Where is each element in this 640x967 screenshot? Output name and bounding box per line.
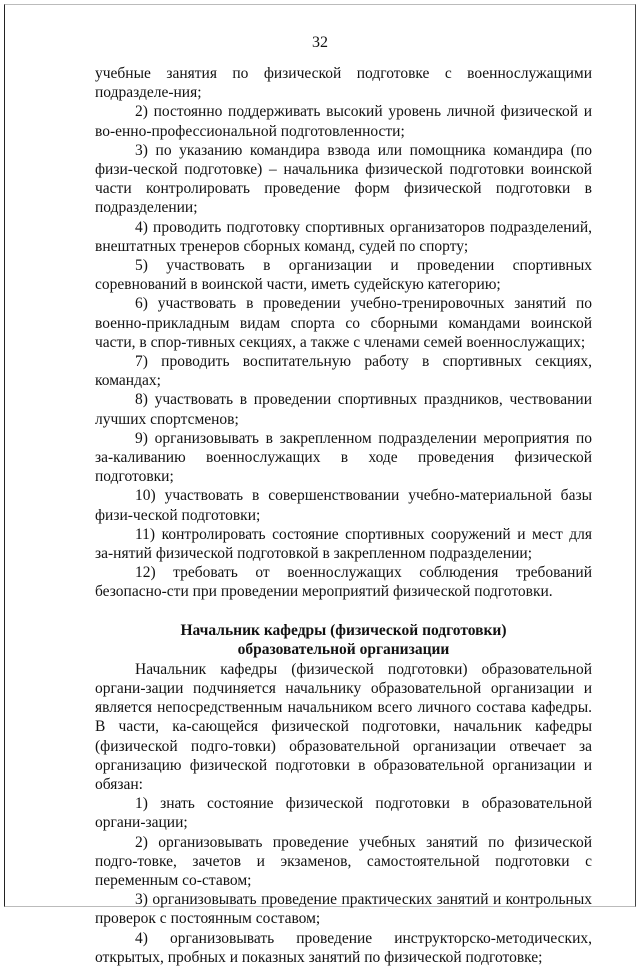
list-item: 6) участвовать в проведении учебно-тренировочных занятий по военно-прикладным видам спорта со сборными командами воинской части, в спор-тивных секциях, а также с членами семей военнослужащих;: [95, 295, 592, 351]
paragraph: учебные занятия по физической подготовке с военнослужащими подразделе-ния;: [95, 65, 592, 102]
list-item: 12) требовать от военнослужащих соблюдения требований безопасно-сти при проведении мероприятий физической подготовки.: [95, 564, 592, 601]
heading-line-1: Начальник кафедры (физической подготовки): [180, 621, 507, 639]
page-body: [95, 64, 592, 967]
list-item: 1) знать состояние физической подготовки в образовательной органи-зации;: [95, 795, 592, 832]
list-item: 10) участвовать в совершенствовании учебно-материальной базы физи-ческой подготовки;: [95, 487, 592, 524]
list-item: 3) по указанию командира взвода или помощника командира (по физи-ческой подготовке) – начальника физической подготовки воинской части контролировать проведение форм физической подготовки в подразделении;: [95, 141, 592, 217]
heading-line-2: образовательной организации: [237, 641, 450, 659]
list-item: 9) организовывать в закрепленном подразделении мероприятия по за-каливанию военнослужащих в ходе проведения физической подготовки;: [95, 429, 592, 486]
list-item: 5) участвовать в организации и проведении спортивных соревнований в воинской части, иметь судейскую категорию;: [95, 257, 592, 294]
page-number: 32: [312, 34, 328, 51]
list-item: 2) постоянно поддерживать высокий уровень личной физической и во-енно-профессиональной подготовленности;: [95, 103, 592, 140]
list-item: 2) организовывать проведение учебных занятий по физической подго-товке, зачетов и экзаменов, самостоятельной подготовки с переменным со-ставом;: [95, 833, 592, 889]
list-item: 8) участвовать в проведении спортивных праздников, чествовании лучших спортсменов;: [95, 391, 592, 428]
list-item: 7) проводить воспитательную работу в спортивных секциях, командах;: [95, 353, 592, 390]
list-item: 11) контролировать состояние спортивных сооружений и мест для за-нятий физической подготовкой в закрепленном подразделении;: [95, 525, 592, 563]
list-item: 3) организовывать проведение практических занятий и контрольных проверок с постоянным составом;: [95, 891, 592, 928]
paragraph: Начальник кафедры (физической подготовки) образовательной органи-зации подчиняется начальнику образовательной организации и является непосредственным начальником всего личного состава кафедры. В части, ка-сающейся физической подготовки, начальник кафедры (физической подго-товки) образовательной организации отвечает за организацию физической подготовки в образовательной организации и обязан:: [95, 660, 592, 793]
list-item: 4) проводить подготовку спортивных организаторов подразделений, внештатных тренеров сборных команд, судей по спорту;: [95, 218, 592, 255]
section-heading: [95, 621, 592, 660]
list-item: 4) организовывать проведение инструкторско-методических, открытых, пробных и показных занятий по физической подготовке;: [95, 929, 592, 966]
